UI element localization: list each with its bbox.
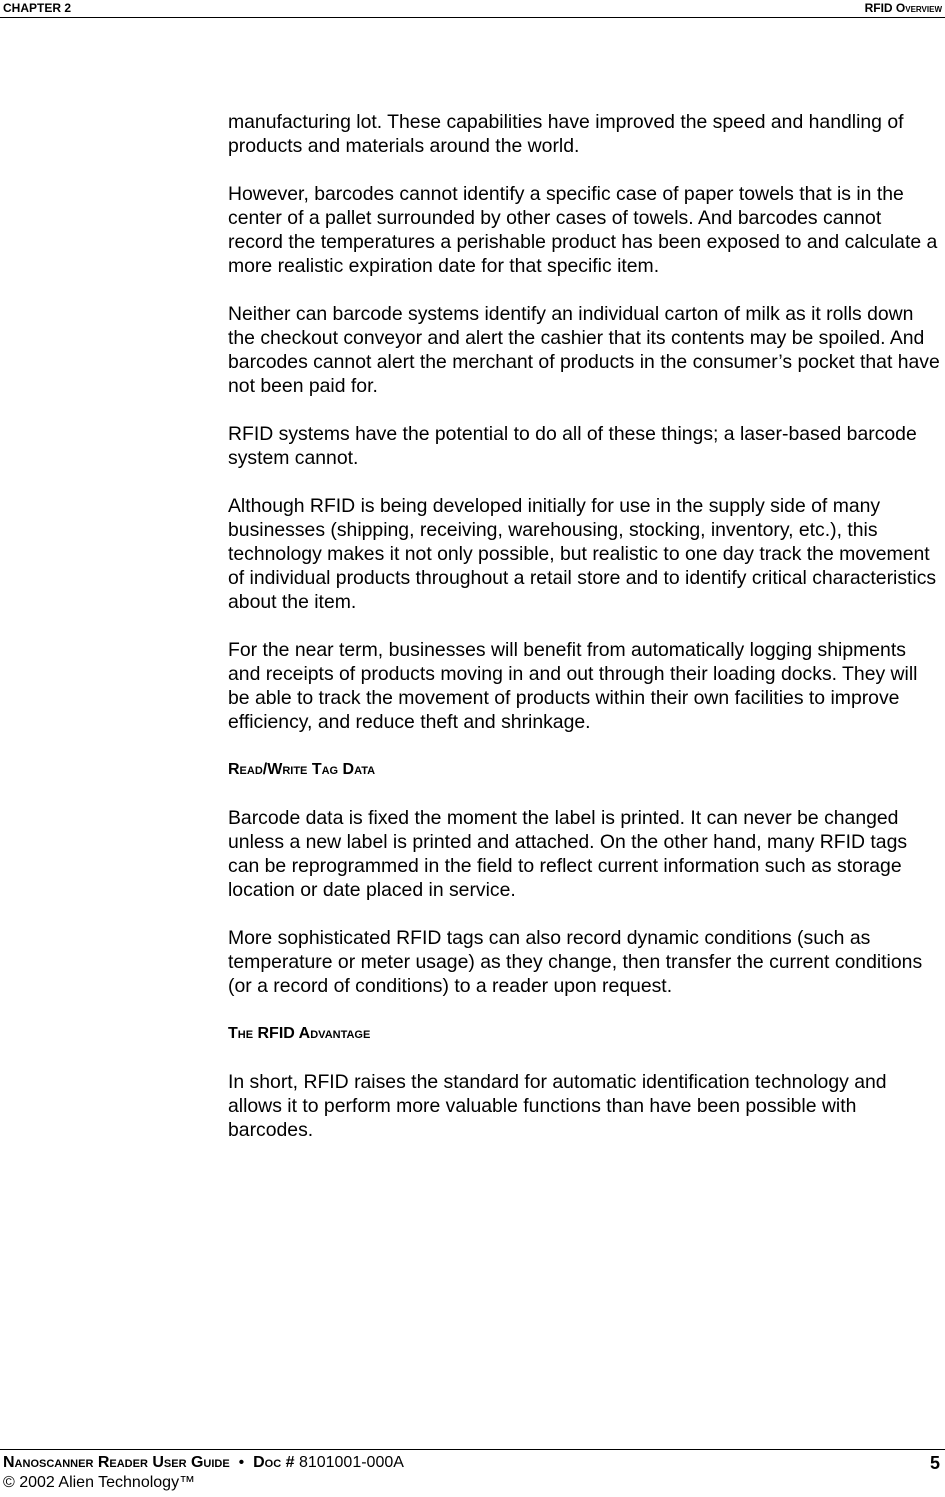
paragraph: RFID systems have the potential to do all of these things; a laser-based barcode system cannot. [228, 423, 917, 469]
paragraph: Although RFID is being developed initially for use in the supply side of many businesses (shipping, receiving, warehousing, stocking, inventory, etc.), this technology makes it not only possible, but realistic to one day track the movement of individual products throughout a retail store and to identify critical characteristics about the item. [228, 495, 937, 613]
section-heading-rfid-advantage: The RFID Advantage [228, 1025, 371, 1042]
paragraph: However, barcodes cannot identify a specific case of paper towels that is in the center of a pallet surrounded by other cases of towels. And barcodes cannot record the temperatures a perishable product has been exposed to and calculate a more realistic expiration date for that specific item. [228, 183, 938, 277]
page-number: 5 [929, 1453, 940, 1473]
footer-doc-number: 8101001-000A [298, 1454, 404, 1471]
paragraph: For the near term, businesses will benefit from automatically logging shipments and receipts of products moving in and out through their loading docks. They will be able to track the movement of products within their own facilities to improve efficiency, and reduce theft and shrinkage. [228, 639, 918, 733]
header-chapter: CHAPTER 2 [3, 1, 72, 15]
page-header [0, 0, 945, 18]
footer-separator: • [238, 1454, 245, 1471]
footer-doc-line [3, 1454, 404, 1472]
main-content [228, 110, 940, 1166]
footer-copyright: © 2002 Alien Technology™ [3, 1474, 196, 1491]
paragraph: In short, RFID raises the standard for automatic identification technology and allows it to perform more valuable functions than have been possible with barcodes. [228, 1071, 887, 1141]
section-heading-read-write: Read/Write Tag Data [228, 761, 376, 778]
header-section: RFID Overview [864, 1, 942, 15]
paragraph: More sophisticated RFID tags can also record dynamic conditions (such as temperature or meter usage) as they change, then transfer the current conditions (or a record of conditions) to a reader upon request. [228, 927, 923, 997]
footer-guide-title: Nanoscanner Reader User Guide [3, 1454, 230, 1471]
page-footer [0, 1449, 945, 1491]
paragraph: Neither can barcode systems identify an individual carton of milk as it rolls down the checkout conveyor and alert the cashier that its contents may be spoiled. And barcodes cannot alert the merchant of products in the consumer’s pocket that have not been paid for. [228, 303, 940, 397]
paragraph: manufacturing lot. These capabilities have improved the speed and handling of products and materials around the world. [228, 111, 904, 157]
footer-doc-label: Doc # [253, 1454, 295, 1471]
paragraph: Barcode data is fixed the moment the label is printed. It can never be changed unless a new label is printed and attached. On the other hand, many RFID tags can be reprogrammed in the field to reflect current information such as storage location or date placed in service. [228, 807, 908, 901]
